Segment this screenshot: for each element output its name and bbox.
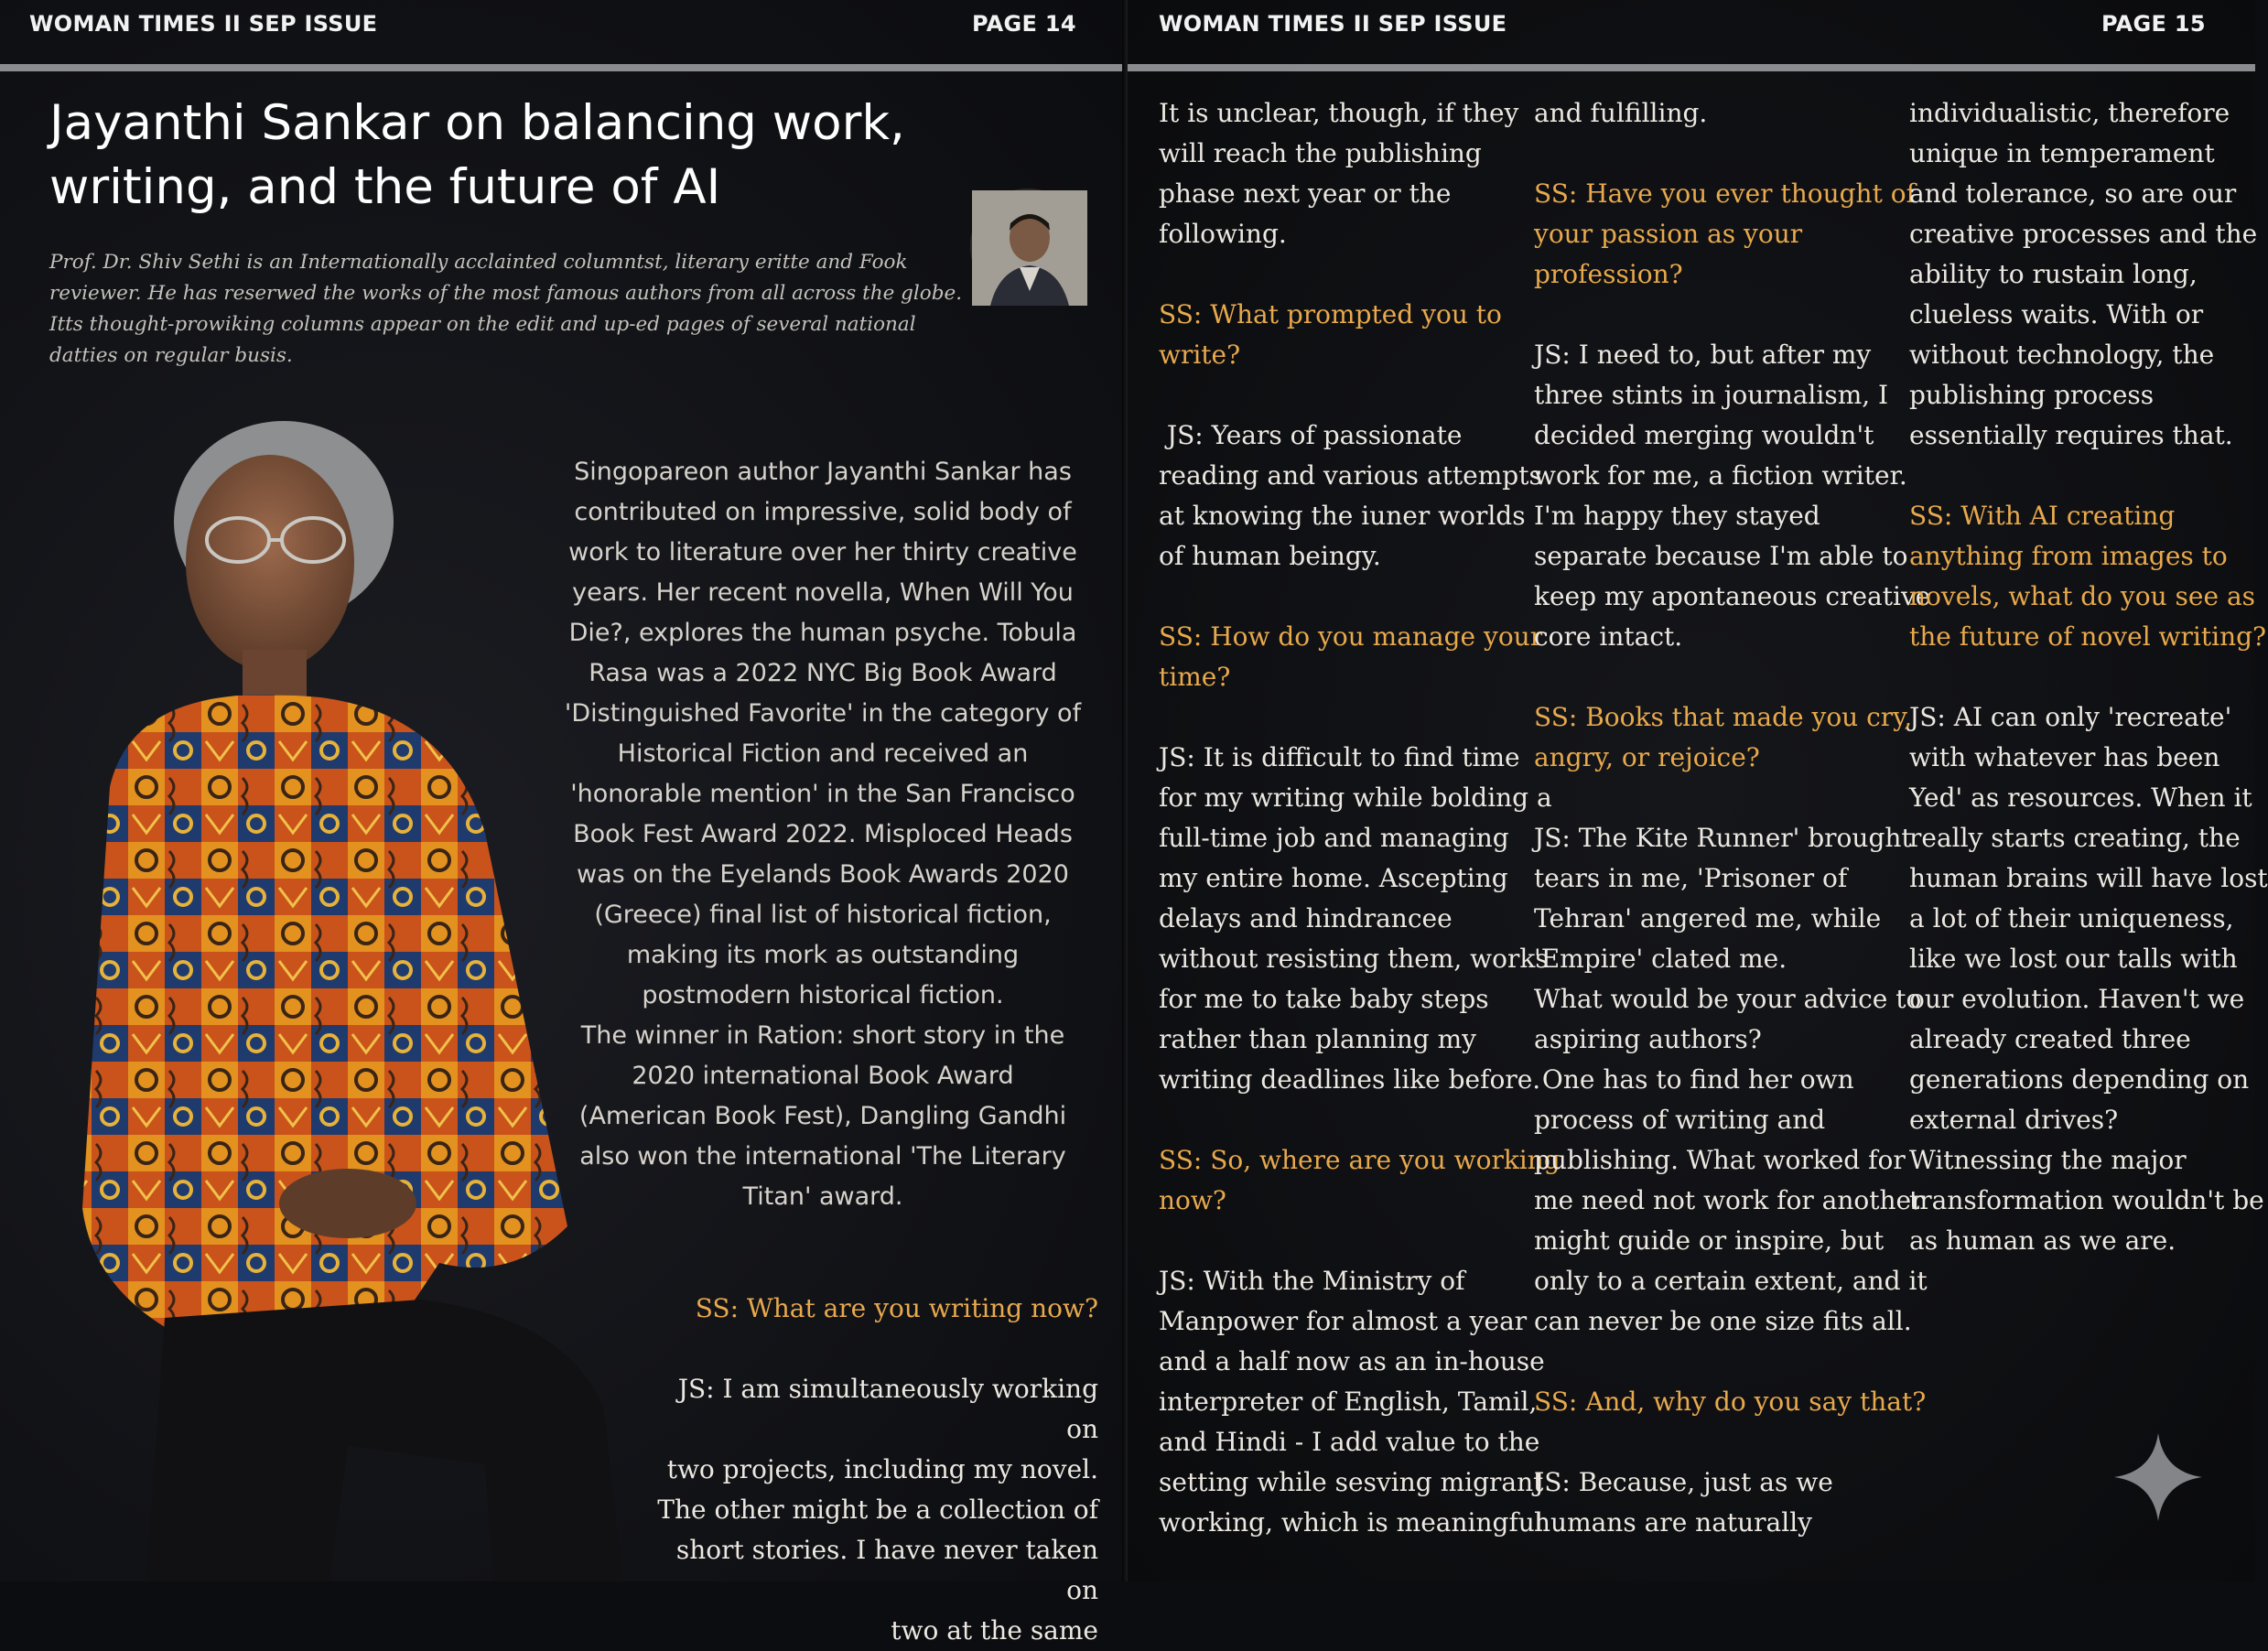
- text-line: keep my apontaneous creative: [1534, 581, 1931, 611]
- paragraph-spacer: [1159, 375, 1525, 415]
- text-line: SS: With AI creating: [1909, 501, 2176, 531]
- text-line: really starts creating, the: [1909, 823, 2241, 853]
- paragraph-spacer: [1159, 1221, 1525, 1261]
- text-line: profession?: [1534, 259, 1683, 289]
- magazine-issue-label: WOMAN TIMES II SEP ISSUE: [1159, 11, 1507, 37]
- interview-question: [1159, 1140, 1561, 1221]
- text-line: like we lost our talls with: [1909, 944, 2238, 974]
- text-line: setting while sesving migrant: [1159, 1467, 1544, 1497]
- text-line: process of writing and: [1534, 1105, 1826, 1135]
- interview-answer: [1159, 415, 1542, 577]
- text-line: only to a certain extent, and it: [1534, 1266, 1928, 1296]
- text-line: full-time job and managing: [1159, 823, 1509, 853]
- interview-answer: [1159, 93, 1525, 254]
- text-line: delays and hindrancee: [1159, 903, 1453, 933]
- text-line: JS: AI can only 'recreate': [1909, 702, 2232, 732]
- interview-question: [1909, 496, 2267, 657]
- paragraph-spacer: [1159, 577, 1525, 617]
- bio-line: Book Fest Award 2022. Misploced Heads: [573, 820, 1073, 848]
- text-line: without technology, the: [1909, 340, 2215, 370]
- paragraph-spacer: [1159, 1100, 1525, 1140]
- paragraph-spacer: [1159, 254, 1525, 295]
- text-line: SS: And, why do you say that?: [1534, 1387, 1927, 1417]
- bio-line: Titan' award.: [742, 1182, 903, 1211]
- right-page-header: [1128, 0, 2255, 66]
- text-line: separate because I'm able to: [1534, 541, 1908, 571]
- text-line: creative processes and the: [1909, 219, 2258, 249]
- left-page-header: [0, 0, 1128, 66]
- bio-line: work to literature over her thirty creative: [568, 538, 1077, 567]
- text-line: your passion as your: [1534, 219, 1803, 249]
- text-line: anything from images to: [1909, 541, 2228, 571]
- answer-line: The other might be a collection of: [657, 1495, 1098, 1525]
- interview-answer: [1909, 93, 2258, 456]
- right-page: [1128, 0, 2268, 1581]
- text-line: JS: Because, just as we: [1534, 1467, 1833, 1497]
- interview-answer: [1909, 697, 2268, 1261]
- text-line: and fulfilling.: [1534, 98, 1708, 128]
- interview-answer: [1159, 738, 1552, 1100]
- text-line: and a half now as an in-house: [1159, 1346, 1545, 1376]
- text-line: SS: Have you ever thought of: [1534, 178, 1916, 209]
- left-page: [0, 0, 1128, 1646]
- bio-line: years. Her recent novella, When Will You: [572, 578, 1074, 607]
- text-line: Manpower for almost a year: [1159, 1306, 1528, 1336]
- interview-question: [1534, 697, 1913, 778]
- bio-line: also won the international 'The Literary: [579, 1142, 1066, 1171]
- text-line: the future of novel writing?: [1909, 621, 2267, 652]
- text-line: time?: [1159, 662, 1231, 692]
- text-line: for my writing while bolding a: [1159, 782, 1552, 813]
- text-line: might guide or inspire, but: [1534, 1225, 1885, 1256]
- header-divider: [0, 64, 1128, 71]
- bio-line: 'Distinguished Favorite' in the category of: [564, 699, 1082, 728]
- text-line: human brains will have lost: [1909, 863, 2268, 893]
- text-line: reading and various attempts: [1159, 460, 1542, 491]
- text-line: as human as we are.: [1909, 1225, 2176, 1256]
- text-line: It is unclear, though, if they: [1159, 98, 1519, 128]
- text-line: and Hindi - I add value to the: [1159, 1427, 1540, 1457]
- bio-line: The winner in Ration: short story in the: [580, 1021, 1065, 1050]
- bio-line: making its mork as outstanding: [626, 941, 1020, 969]
- paragraph-spacer: [1909, 456, 2253, 496]
- bio-line: Die?, explores the human psyche. Tobula: [568, 619, 1077, 647]
- interview-question: [1159, 617, 1543, 697]
- text-line: writing deadlines like before.: [1159, 1064, 1541, 1095]
- text-line: I'm happy they stayed: [1534, 501, 1820, 531]
- article-column-1: [1159, 93, 1561, 1543]
- text-line: transformation wouldn't be: [1909, 1185, 2264, 1215]
- text-line: work for me, a fiction writer.: [1534, 460, 1907, 491]
- text-line: me need not work for another: [1534, 1185, 1924, 1215]
- columnist-avatar: [970, 189, 1085, 304]
- text-line: SS: Books that made you cry,: [1534, 702, 1913, 732]
- paragraph-spacer: [1534, 1422, 1900, 1462]
- interview-question: [1159, 295, 1525, 375]
- bio-line: Rasa was a 2022 NYC Big Book Award: [589, 659, 1057, 687]
- text-line: publishing. What worked for: [1534, 1145, 1906, 1175]
- text-line: for me to take baby steps: [1159, 984, 1489, 1014]
- text-line: phase next year or the: [1159, 178, 1452, 209]
- text-line: JS: It is difficult to find time: [1159, 742, 1520, 772]
- text-line: and tolerance, so are our: [1909, 178, 2237, 209]
- left-qa-block: [641, 1289, 1098, 1651]
- text-line: SS: So, where are you working: [1159, 1145, 1561, 1175]
- text-line: already created three: [1909, 1024, 2191, 1054]
- header-divider: [1128, 64, 2255, 71]
- bio-line: contributed on impressive, solid body of: [574, 498, 1072, 526]
- author-bio: [553, 452, 1093, 1217]
- bio-line: (American Book Fest), Dangling Gandhi: [578, 1102, 1067, 1130]
- bio-line: Historical Fiction and received an: [617, 739, 1029, 768]
- text-line: One has to find her own: [1534, 1064, 1854, 1095]
- paragraph-spacer: [1534, 295, 1900, 335]
- text-line: will reach the publishing: [1159, 138, 1482, 168]
- text-line: JS: Years of passionate: [1159, 420, 1463, 450]
- text-line: write?: [1159, 340, 1241, 370]
- text-line: our evolution. Haven't we: [1909, 984, 2245, 1014]
- text-line: Witnessing the major: [1909, 1145, 2187, 1175]
- paragraph-spacer: [1534, 134, 1900, 174]
- answer-line: two projects, including my novel.: [666, 1454, 1098, 1484]
- text-line: angry, or rejoice?: [1534, 742, 1760, 772]
- text-line: rather than planning my: [1159, 1024, 1476, 1054]
- article-column-2: [1534, 93, 1931, 1543]
- text-line: a lot of their uniqueness,: [1909, 903, 2234, 933]
- text-line: core intact.: [1534, 621, 1683, 652]
- paragraph-spacer: [1534, 1342, 1900, 1382]
- answer-line: JS: I am simultaneously working on: [677, 1374, 1098, 1444]
- bio-line: 2020 international Book Award: [632, 1062, 1014, 1090]
- text-line: 'Empire' clated me.: [1534, 944, 1787, 974]
- text-line: JS: With the Ministry of: [1159, 1266, 1465, 1296]
- text-line: essentially requires that.: [1909, 420, 2233, 450]
- text-line: What would be your advice to: [1534, 984, 1922, 1014]
- interview-question: SS: What are you writing now?: [695, 1293, 1098, 1323]
- text-line: clueless waits. With or: [1909, 299, 2204, 329]
- bio-line: Singopareon author Jayanthi Sankar has: [574, 458, 1072, 486]
- text-line: unique in temperament: [1909, 138, 2215, 168]
- page-number: PAGE 14: [972, 11, 1076, 37]
- text-line: decided merging wouldn't: [1534, 420, 1874, 450]
- bio-line: was on the Eyelands Book Awards 2020: [577, 860, 1069, 889]
- interview-answer: [1534, 93, 1900, 134]
- text-line: Yed' as resources. When it: [1909, 782, 2252, 813]
- text-line: tears in me, 'Prisoner of: [1534, 863, 1848, 893]
- text-line: working, which is meaningful: [1159, 1507, 1543, 1538]
- columnist-photo: [972, 190, 1087, 306]
- text-line: interpreter of English, Tamil,: [1159, 1387, 1538, 1417]
- answer-line: two at the same: [891, 1615, 1098, 1646]
- interview-answer: [1159, 1261, 1545, 1543]
- interview-answer: [1534, 335, 1931, 657]
- paragraph-spacer: [1909, 657, 2253, 697]
- text-line: external drives?: [1909, 1105, 2119, 1135]
- text-line: at knowing the iuner worlds: [1159, 501, 1526, 531]
- page-number: PAGE 15: [2101, 11, 2206, 37]
- interview-question: [1534, 174, 1916, 295]
- bio-line: postmodern historical fiction.: [642, 981, 1004, 1009]
- paragraph-spacer: [1534, 657, 1900, 697]
- text-line: humans are naturally: [1534, 1507, 1812, 1538]
- article-column-3: [1909, 93, 2268, 1261]
- magazine-issue-label: WOMAN TIMES II SEP ISSUE: [29, 11, 378, 37]
- text-line: individualistic, therefore: [1909, 98, 2230, 128]
- interview-answer: [1534, 818, 1928, 1342]
- text-line: following.: [1159, 219, 1287, 249]
- text-line: can never be one size fits all.: [1534, 1306, 1912, 1336]
- paragraph-spacer: [1159, 697, 1525, 738]
- bio-line: (Greece) final list of historical fiction,: [594, 901, 1052, 929]
- text-line: novels, what do you see as: [1909, 581, 2256, 611]
- sparkle-icon: [2112, 1431, 2204, 1523]
- text-line: publishing process: [1909, 380, 2155, 410]
- text-line: three stints in journalism, I: [1534, 380, 1889, 410]
- text-line: of human beingy.: [1159, 541, 1381, 571]
- interview-question: [1534, 1382, 1927, 1422]
- article-title: Jayanthi Sankar on balancing work, writing, and the future of AI: [49, 95, 905, 215]
- text-line: ability to rustain long,: [1909, 259, 2198, 289]
- bio-line: 'honorable mention' in the San Francisco: [570, 780, 1075, 808]
- paragraph-spacer: [1534, 778, 1900, 818]
- text-line: JS: The Kite Runner' brought: [1534, 823, 1912, 853]
- text-line: JS: I need to, but after my: [1534, 340, 1872, 370]
- text-line: without resisting them, works: [1159, 944, 1549, 974]
- text-line: with whatever has been: [1909, 742, 2220, 772]
- text-line: SS: What prompted you to: [1159, 299, 1502, 329]
- text-line: generations depending on: [1909, 1064, 2250, 1095]
- interview-answer: [641, 1369, 1098, 1651]
- author-intro: Prof. Dr. Shiv Sethi is an Internationally acclainted columntst, literary eritte and Fook reviewer. He has reserwed the works of the most famous authors from all across the globe. Itts thought-prowiking columns appear on the edit and up-ed pages of several national datties on regular busis.: [49, 251, 963, 367]
- text-line: my entire home. Ascepting: [1159, 863, 1508, 893]
- text-line: aspiring authors?: [1534, 1024, 1762, 1054]
- interview-answer: [1534, 1462, 1900, 1543]
- answer-line: short stories. I have never taken on: [675, 1535, 1098, 1605]
- text-line: Tehran' angered me, while: [1534, 903, 1882, 933]
- text-line: now?: [1159, 1185, 1226, 1215]
- text-line: SS: How do you manage your: [1159, 621, 1543, 652]
